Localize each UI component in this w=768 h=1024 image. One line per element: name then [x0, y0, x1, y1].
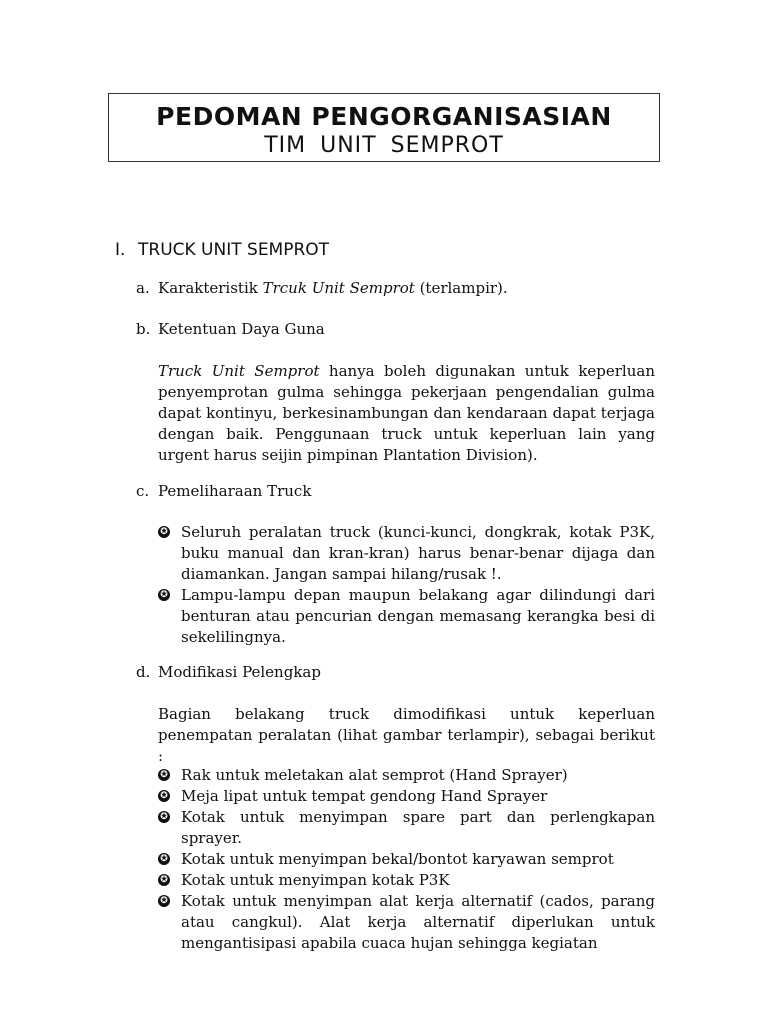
list-item-text: Kotak untuk menyimpan spare part dan perlengkapan sprayer. — [181, 808, 655, 847]
star-bullet-icon: ✪ — [158, 589, 170, 601]
section-heading — [115, 240, 329, 260]
section-title: TRUCK UNIT SEMPROT — [138, 240, 330, 260]
list-item — [158, 522, 655, 585]
document-title: PEDOMAN PENGORGANISASIAN — [156, 102, 612, 131]
list-item — [158, 765, 655, 786]
item-b-label: b. — [136, 320, 151, 338]
item-d-label: d. — [136, 663, 151, 681]
list-item-text: Lampu-lampu depan maupun belakang agar dilindungi dari benturan atau pencurian dengan memasang kerangka besi di sekelilingnya. — [181, 586, 655, 646]
star-bullet-icon: ✪ — [158, 874, 170, 886]
list-item-text: Rak untuk meletakan alat semprot (Hand Sprayer) — [181, 766, 568, 784]
list-item — [158, 807, 655, 849]
star-bullet-icon: ✪ — [158, 526, 170, 538]
star-bullet-icon: ✪ — [158, 790, 170, 802]
star-bullet-icon: ✪ — [158, 811, 170, 823]
item-a-text-after: (terlampir). — [414, 279, 508, 297]
list-item — [158, 786, 655, 807]
item-b-para-italic: Truck Unit Semprot — [158, 362, 320, 380]
item-c-bullet-list — [158, 522, 655, 648]
star-bullet-icon: ✪ — [158, 895, 170, 907]
document-subtitle: TIM UNIT SEMPROT — [264, 133, 504, 158]
list-item — [158, 870, 655, 891]
item-b-paragraph — [158, 361, 655, 466]
list-item-text: Kotak untuk menyimpan bekal/bontot karyawan semprot — [181, 850, 614, 868]
item-b-para-rest: hanya boleh digunakan untuk keperluan penyemprotan gulma sehingga pekerjaan pengendalian gulma dapat kontinyu, berkesinambungan dan kendaraan dapat terjaga dengan baik. Penggunaan truck untuk keperluan lain yang urgent harus seijin pimpinan Plantation Division). — [158, 362, 655, 464]
item-b-title: Ketentuan Daya Guna — [158, 320, 325, 338]
star-bullet-icon: ✪ — [158, 853, 170, 865]
item-c-label: c. — [136, 482, 150, 500]
list-item — [158, 849, 655, 870]
item-a-label: a. — [136, 279, 150, 297]
list-item — [158, 891, 655, 954]
item-a-text — [158, 279, 508, 297]
item-d-title: Modifikasi Pelengkap — [158, 663, 321, 681]
item-c-title: Pemeliharaan Truck — [158, 482, 312, 500]
list-item-text: Meja lipat untuk tempat gendong Hand Sprayer — [181, 787, 548, 805]
title-box — [108, 93, 660, 162]
list-item — [158, 585, 655, 648]
list-item-text: Seluruh peralatan truck (kunci-kunci, dongkrak, kotak P3K, buku manual dan kran-kran) harus benar-benar dijaga dan diamankan. Jangan sampai hilang/rusak !. — [181, 523, 655, 583]
item-a-text-italic: Trcuk Unit Semprot — [262, 279, 415, 297]
item-d-paragraph: Bagian belakang truck dimodifikasi untuk keperluan penempatan peralatan (lihat gambar terlampir), sebagai berikut : — [158, 705, 655, 765]
item-a-text-before: Karakteristik — [158, 279, 263, 297]
list-item-text: Kotak untuk menyimpan alat kerja alternatif (cados, parang atau cangkul). Alat kerja alternatif diperlukan untuk mengantisipasi apabila cuaca hujan sehingga kegiatan — [181, 892, 655, 952]
item-d-bullet-list — [158, 765, 655, 954]
list-item-text: Kotak untuk menyimpan kotak P3K — [181, 871, 450, 889]
section-number: I. — [115, 240, 126, 260]
star-bullet-icon: ✪ — [158, 769, 170, 781]
